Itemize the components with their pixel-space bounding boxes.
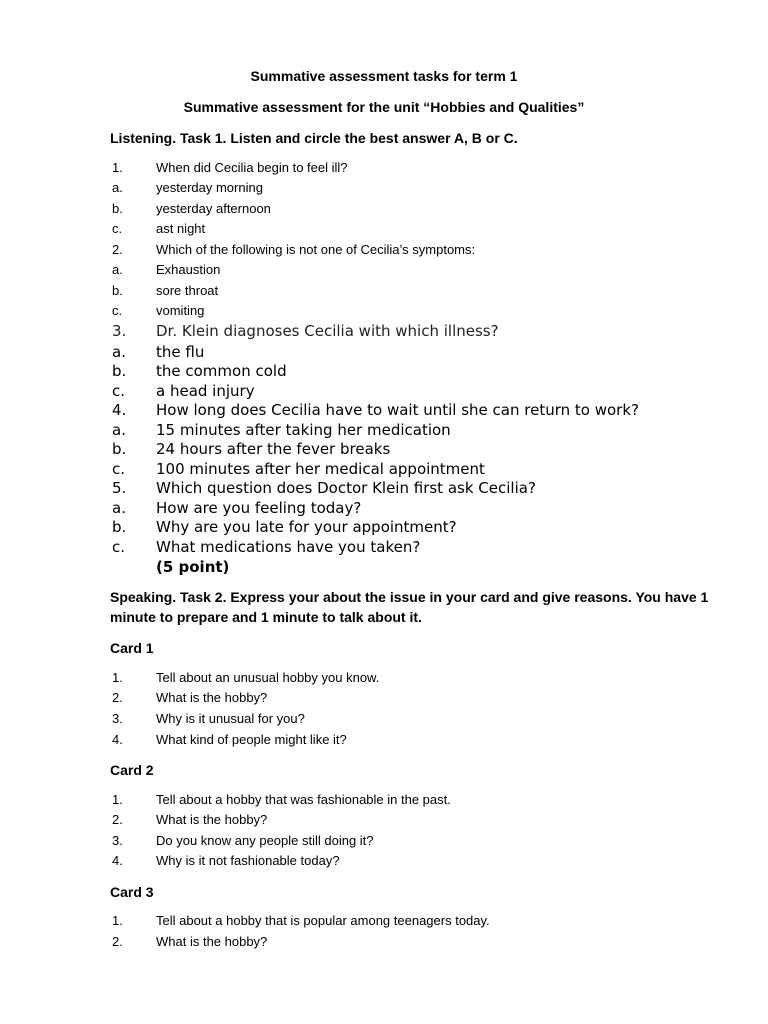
list-marker: 4. (112, 732, 123, 747)
list-marker: b. (112, 362, 127, 380)
list-marker: 1. (112, 160, 123, 175)
list-text: ast night (156, 221, 206, 236)
list-text: the flu (156, 343, 205, 361)
list-marker: 5. (112, 479, 127, 497)
list-marker: 3. (112, 322, 127, 340)
list-marker: 4. (112, 401, 127, 419)
list-text: Exhaustion (156, 262, 221, 277)
list-marker: 4. (112, 853, 123, 868)
list-marker: a. (112, 499, 126, 517)
list-marker: c. (112, 460, 126, 478)
list-marker: 1. (112, 792, 123, 807)
list-text: How long does Cecilia have to wait until she can return to work? (156, 401, 639, 419)
list-marker: a. (112, 262, 123, 277)
list-text: Tell about a hobby that is popular among teenagers today. (156, 913, 490, 928)
list-text: Which question does Doctor Klein first ask Cecilia? (156, 479, 536, 497)
list-marker: b. (112, 440, 127, 458)
document-subtitle: Summative assessment for the unit “Hobbies and Qualities” (183, 99, 585, 115)
list-text: Why is it unusual for you? (156, 711, 305, 726)
list-marker: a. (112, 180, 123, 195)
list-text: What is the hobby? (156, 690, 268, 705)
list-text: Tell about an unusual hobby you know. (156, 670, 380, 685)
list-marker: c. (112, 538, 126, 556)
list-text: Dr. Klein diagnoses Cecilia with which illness? (156, 322, 499, 340)
listening-heading: Listening. Task 1. Listen and circle the best answer A, B or C. (110, 130, 518, 146)
list-marker: 3. (112, 711, 123, 726)
list-text: sore throat (156, 283, 219, 298)
speaking-heading: Speaking. Task 2. Express your about the issue in your card and give reasons. You have 1 minute to prepare and 1 minute to talk about it. (110, 589, 709, 625)
list-text: the common cold (156, 362, 287, 380)
list-text: What is the hobby? (156, 812, 268, 827)
list-text: What is the hobby? (156, 934, 268, 949)
list-marker: 1. (112, 913, 123, 928)
list-text: Which of the following is not one of Cecilia’s symptoms: (156, 242, 476, 257)
list-marker: a. (112, 421, 126, 439)
list-marker: 2. (112, 690, 123, 705)
list-text: yesterday afternoon (156, 201, 271, 216)
list-marker: b. (112, 283, 123, 298)
list-marker: c. (112, 382, 126, 400)
list-text: yesterday morning (156, 180, 263, 195)
card-title: Card 1 (110, 640, 154, 656)
list-text: 100 minutes after her medical appointment (156, 460, 485, 478)
list-marker: 2. (112, 242, 123, 257)
list-text: Why is it not fashionable today? (156, 853, 340, 868)
list-marker: b. (112, 518, 127, 536)
list-text: Tell about a hobby that was fashionable in the past. (156, 792, 451, 807)
list-text: What medications have you taken? (156, 538, 421, 556)
list-marker: 2. (112, 812, 123, 827)
list-text: When did Cecilia begin to feel ill? (156, 160, 348, 175)
list-text: vomiting (156, 303, 205, 318)
list-marker: c. (112, 221, 123, 236)
list-text: Why are you late for your appointment? (156, 518, 457, 536)
list-text: What kind of people might like it? (156, 732, 347, 747)
list-text: 15 minutes after taking her medication (156, 421, 451, 439)
points-text: (5 point) (156, 558, 230, 576)
list-marker: 3. (112, 833, 123, 848)
list-marker: 2. (112, 934, 123, 949)
card-title: Card 2 (110, 762, 154, 778)
list-marker: a. (112, 343, 126, 361)
list-marker: c. (112, 303, 123, 318)
list-text: How are you feeling today? (156, 499, 362, 517)
card-title: Card 3 (110, 884, 154, 900)
document-title: Summative assessment tasks for term 1 (250, 68, 518, 84)
list-text: 24 hours after the fever breaks (156, 440, 391, 458)
list-marker: b. (112, 201, 123, 216)
list-text: a head injury (156, 382, 255, 400)
list-text: Do you know any people still doing it? (156, 833, 374, 848)
list-marker: 1. (112, 670, 123, 685)
